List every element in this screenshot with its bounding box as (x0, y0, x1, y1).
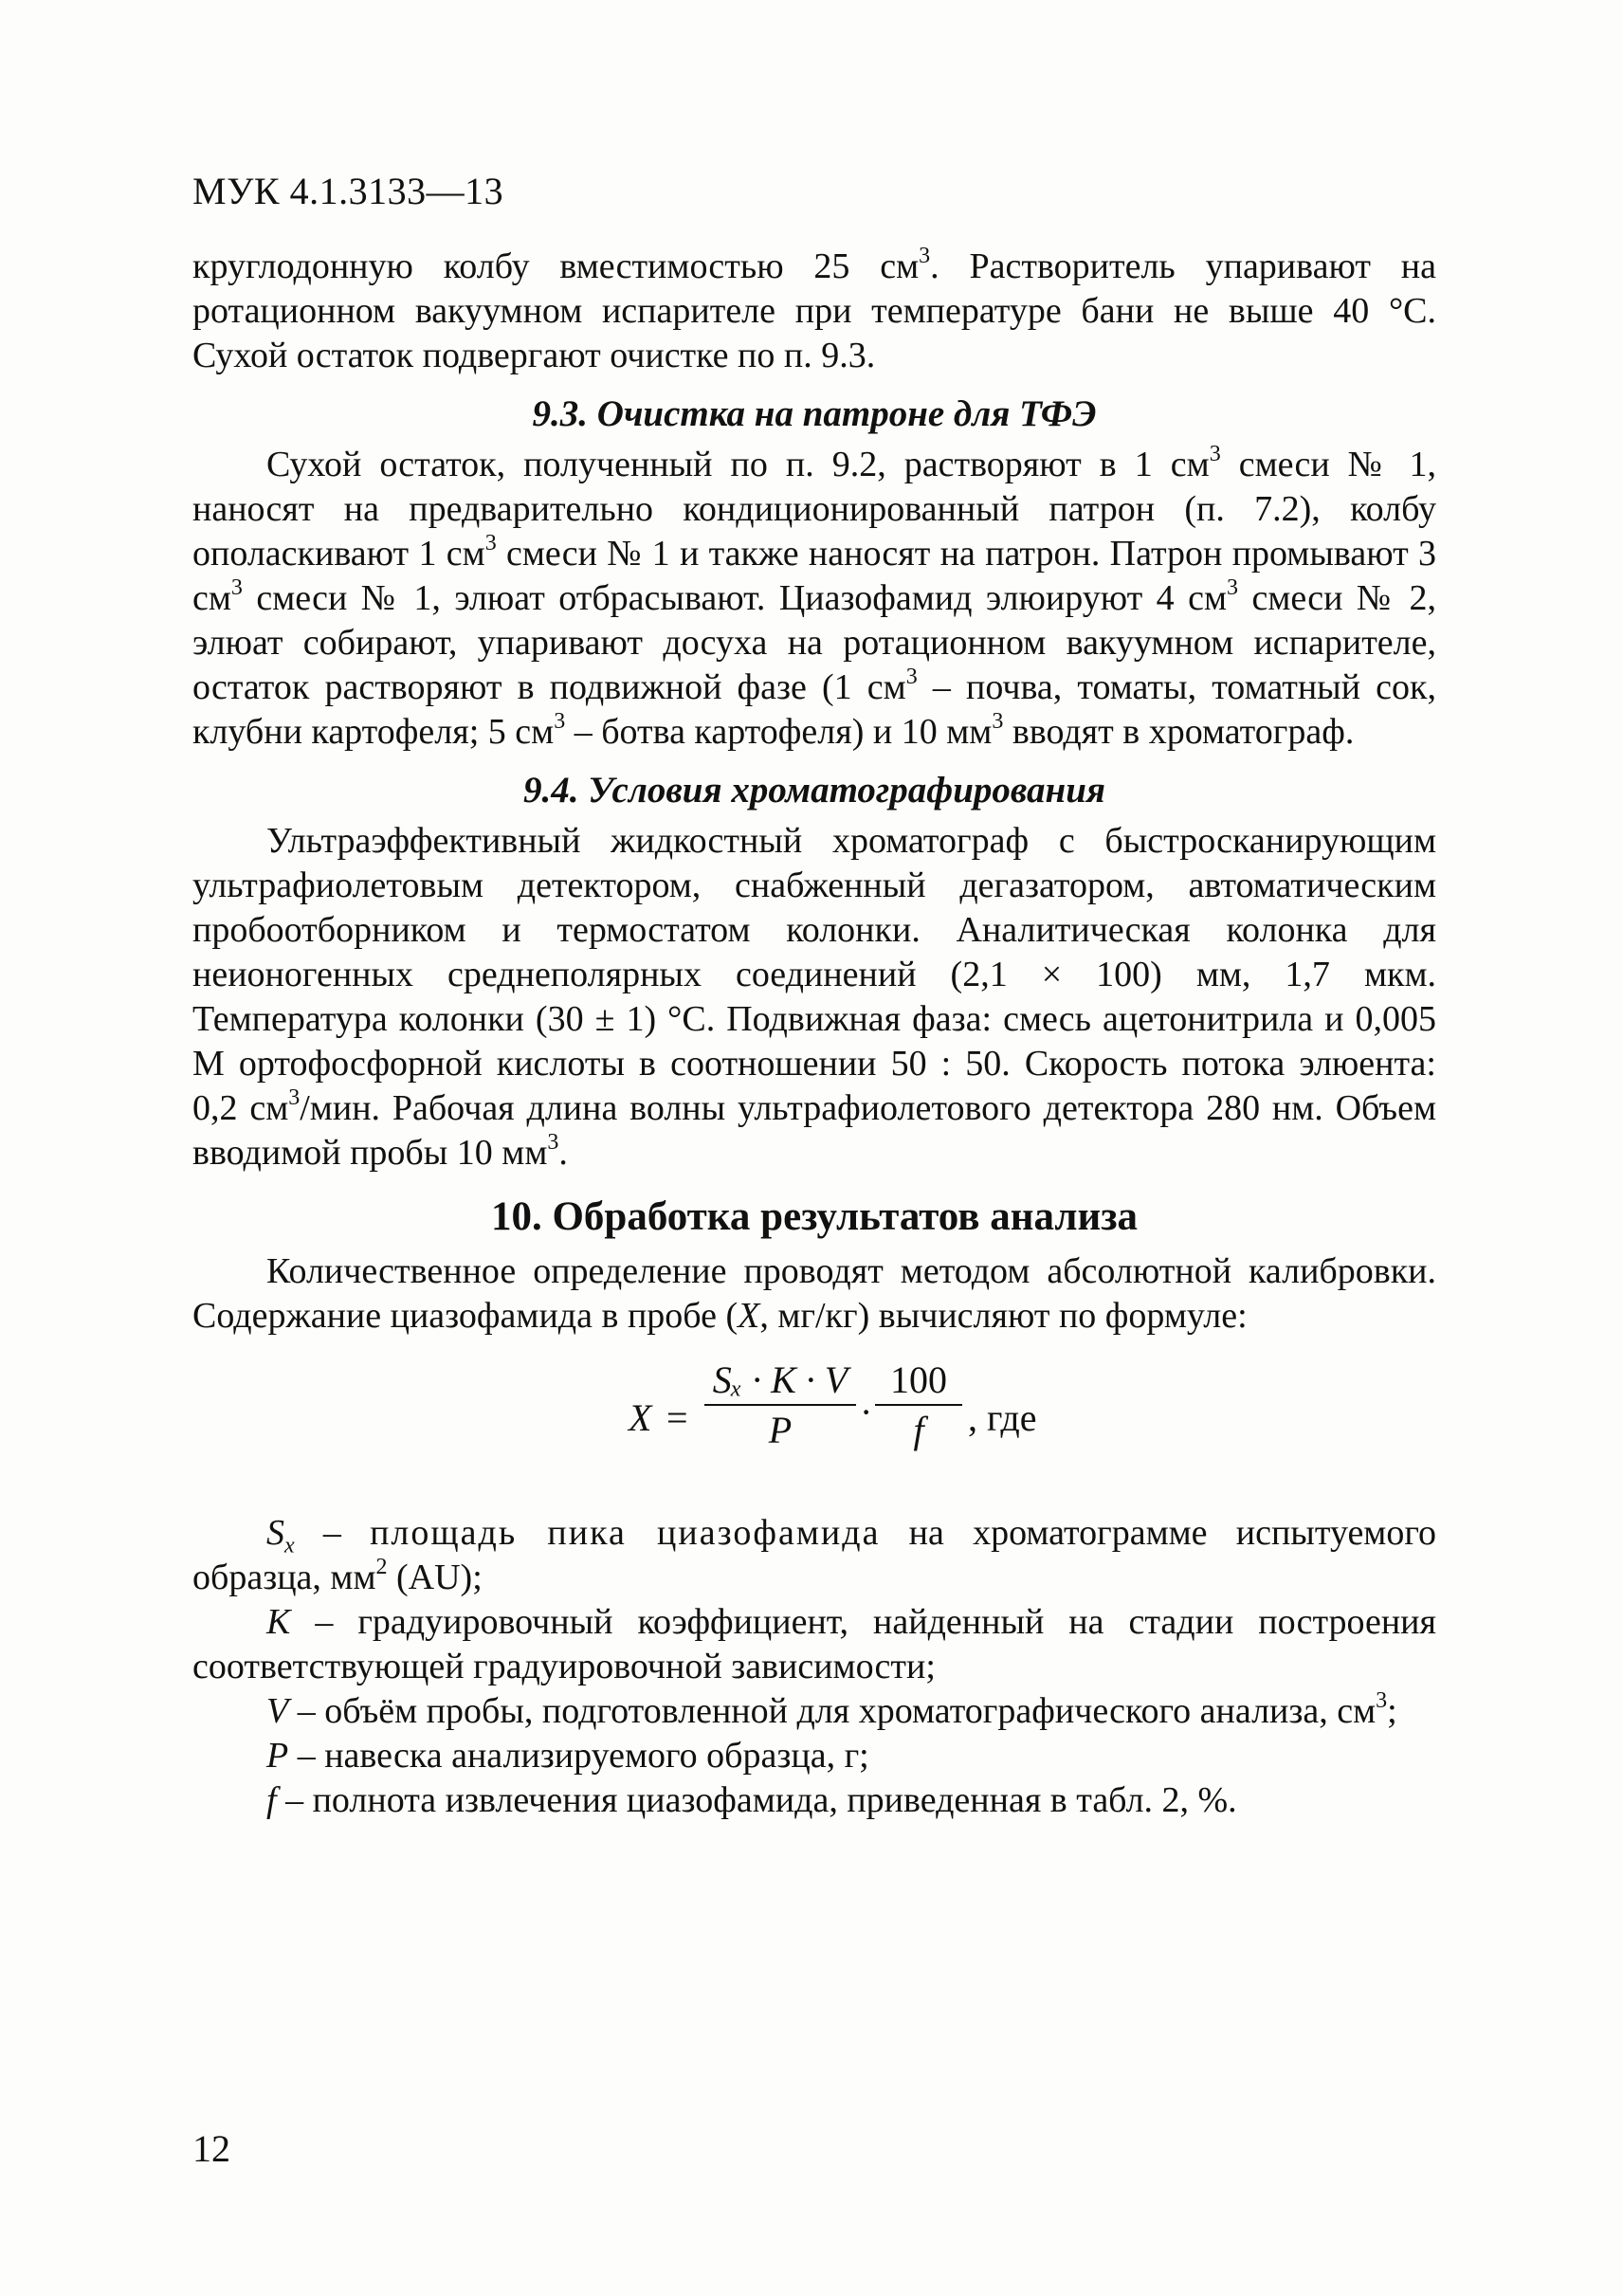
superscript: 3 (230, 575, 243, 601)
text-run: – полнота извлечения циазофамида, приведенная в табл. 2, %. (276, 1780, 1237, 1820)
text-run: – объём пробы, подготовленной для хроматографического анализа, см (288, 1691, 1377, 1731)
text-run: . (558, 1133, 568, 1173)
variable-symbol: S (266, 1513, 284, 1553)
text-run: – градуировочный коэффициент, найденный на стадии построения соответствующей градуировочной зависимости; (192, 1602, 1436, 1686)
variable-definitions (192, 1511, 1436, 1823)
definition-f (192, 1778, 1436, 1823)
variable-symbol: P (266, 1736, 289, 1776)
text-run: круглодонную колбу вместимостью 25 см (192, 246, 920, 286)
variable-symbol: K (266, 1602, 291, 1642)
fraction-bar (704, 1404, 856, 1406)
text-run: – (294, 1513, 371, 1553)
page-number: 12 (192, 2127, 230, 2170)
calculation-formula (192, 1352, 1436, 1494)
text-run: – навеска анализируемого образца, г; (288, 1736, 869, 1776)
section-9-4-paragraph (192, 819, 1436, 1175)
text-run: /мин. Рабочая длина волны ультрафиолетового детектора 280 нм. Объем вводимой пробы 10 мм (192, 1088, 1436, 1173)
definition-k (192, 1600, 1436, 1689)
text-run: Количественное определение проводят методом абсолютной калибровки. Содержание циазофамида в пробе ( (192, 1251, 1436, 1336)
text-run: смеси № 1 и также наносят на патрон. Патрон промывают 3 см (192, 534, 1437, 618)
document-code-header: МУК 4.1.3133—13 (192, 170, 504, 212)
formula-fraction-recovery (875, 1358, 962, 1452)
text-run: вводят в хроматограф. (1003, 712, 1355, 752)
definition-v (192, 1689, 1436, 1734)
document-body (192, 245, 1436, 1823)
text-run: . Растворитель упаривают на ротационном вакуумном испарителе при температуре бани не выше 40 °С. Сухой остаток подвергают очистке по п. 9.3. (192, 246, 1436, 375)
superscript: 3 (484, 531, 497, 556)
variable-x: X (738, 1296, 760, 1336)
text-run: – ботва картофеля) и 10 мм (565, 712, 993, 752)
formula-multiply-dot: · (860, 1391, 873, 1433)
text-run: ; (1387, 1691, 1397, 1731)
superscript: 2 (375, 1555, 388, 1580)
section-9-4-heading: 9.4. Условия хроматографирования (523, 770, 1105, 811)
section-9-3-paragraph (192, 443, 1436, 755)
formula-tail: , где (968, 1396, 1037, 1439)
text-run: смеси № 1, наносят на предварительно кондиционированный патрон (п. 7.2), колбу ополаскивают 1 см (192, 445, 1436, 574)
text-run: на хроматограмме испытуемого образца, мм (192, 1513, 1436, 1597)
superscript: 3 (554, 709, 566, 735)
superscript: 3 (919, 244, 931, 269)
fraction-denominator: f (913, 1409, 924, 1451)
fraction-bar (875, 1404, 962, 1406)
text-run: – почва, томаты, томатный сок, клубни картофеля; 5 см (192, 667, 1437, 752)
variable-symbol: f (266, 1780, 277, 1820)
text-run: смеси № 1, элюат отбрасывают. Циазофамид элюируют 4 см (242, 578, 1228, 618)
formula-equals: = (666, 1396, 688, 1439)
formula-lhs: X (629, 1396, 652, 1439)
intro-paragraph (192, 245, 1436, 378)
superscript: 3 (905, 665, 918, 690)
superscript: 3 (547, 1130, 559, 1156)
text-run: Сухой остаток, полученный по п. 9.2, растворяют в 1 см (266, 445, 1210, 484)
section-10-heading: 10. Обработка результатов анализа (490, 1194, 1139, 1239)
definition-sx (192, 1511, 1436, 1600)
fraction-numerator: Sₓ · K · V (712, 1358, 848, 1401)
definition-p (192, 1734, 1436, 1778)
superscript: 3 (1376, 1688, 1388, 1714)
section-9-3-heading: 9.3. Очистка на патроне для ТФЭ (532, 393, 1097, 434)
text-run: (AU); (387, 1558, 483, 1597)
text-run: , мг/кг) вычисляют по формуле: (759, 1296, 1248, 1336)
fraction-denominator: P (768, 1409, 793, 1451)
text-run: площадь пика циазофамида (370, 1513, 881, 1553)
superscript: 3 (288, 1085, 301, 1111)
superscript: 3 (992, 709, 1004, 735)
formula-fraction-main (704, 1358, 856, 1452)
section-10-paragraph (192, 1249, 1436, 1339)
fraction-numerator: 100 (890, 1358, 947, 1401)
variable-symbol: V (266, 1691, 289, 1731)
text-run: Ультраэффективный жидкостный хроматограф с быстросканирующим ультрафиолетовым детектором, снабженный дегазатором, автоматическим пробоотборником и термостатом колонки. Аналитическая колонка для неионогенных среднеполярных соединений (2,1 × 100) мм, 1,7 мкм. Температура колонки (30 ± 1) °С. Подвижная фаза: смесь ацетонитрила и 0,005 М ортофосфорной кислоты в соотношении 50 : 50. Скорость потока элюента: 0,2 см (192, 821, 1436, 1128)
superscript: 3 (1209, 442, 1221, 467)
text-run: смеси № 2, элюат собирают, упаривают досуха на ротационном вакуумном испарителе, остаток растворяют в подвижной фазе (1 см (192, 578, 1436, 707)
superscript: 3 (1227, 575, 1239, 601)
subscript: x (284, 1533, 295, 1558)
